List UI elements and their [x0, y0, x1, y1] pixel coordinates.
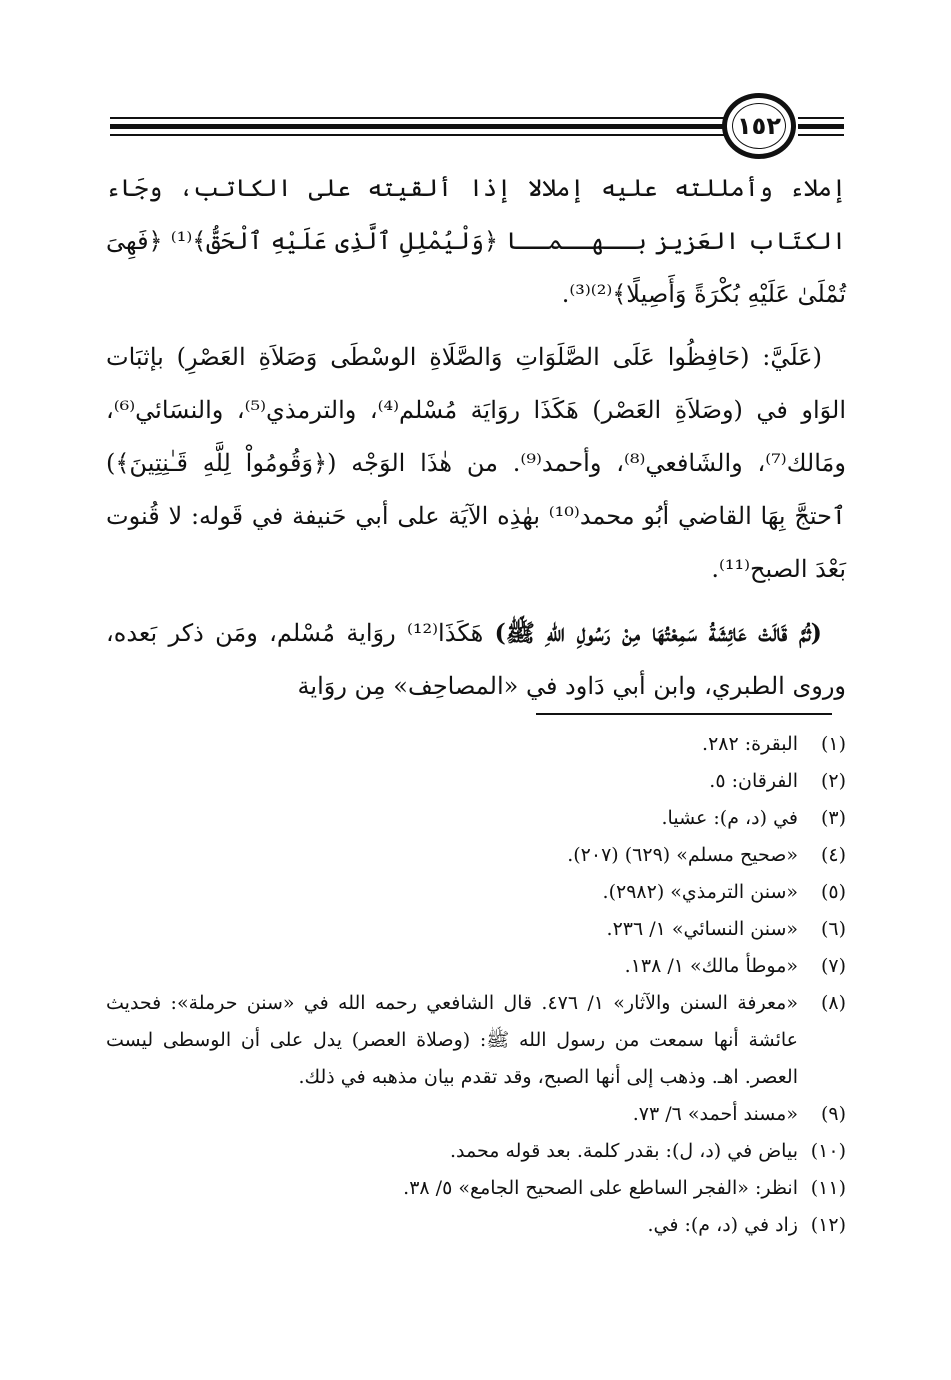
- paragraph-text: هَكَذَا⁽¹²⁾ روَاية مُسْلم، ومَن ذكر بَعده، وروى الطبري، وابن أبي دَاود في «المصاحِف» مِن روَاية: [106, 619, 846, 700]
- footnote-number: (٥): [820, 881, 846, 903]
- footnote: [106, 985, 846, 1096]
- footnote: [106, 911, 846, 948]
- footnote: [106, 1170, 846, 1207]
- footnote-text: «صحيح مسلم» (٦٢٩) (٢٠٧).: [567, 844, 798, 866]
- footnote: [106, 1207, 846, 1244]
- paragraph-lead-quote: (ثُمَّ قَالَتْ عَائِشَةُ سَمِعْتُهَا مِنْ رَسُولِ اللهِ ﷺ): [494, 618, 823, 647]
- footnote: [106, 837, 846, 874]
- footnote-text: «موطأ مالك» ١/ ١٣٨.: [624, 955, 798, 977]
- footnote: [106, 800, 846, 837]
- footnote-number: (٦): [820, 918, 846, 940]
- page-header: [110, 90, 844, 170]
- footnote-number: (١٢): [810, 1214, 846, 1236]
- footnote-number: (٩): [820, 1103, 846, 1125]
- footnote: [106, 874, 846, 911]
- header-rule-stub-top: [798, 117, 844, 119]
- paragraph-text: (عَلَيَّ: (حَافِظُوا عَلَى الصَّلَوَاتِ وَالصَّلَاةِ الوسْطَى وَصَلاَةِ العَصْرِ) بإثبَات الوَاو في (وصَلاَةِ العَصْر) هَكَذَا روَايَة مُسْلم⁽⁴⁾، والترمذي⁽⁵⁾، والنسَائي⁽⁶⁾، ومَالك⁽⁷⁾، والشَافعي⁽⁸⁾، وأحمد⁽⁹⁾. من هٰذَا الوَجْه (﴿وَقُومُواْ لِلَّهِ قَـٰنِتِينَ﴾) ٱحتجَّ بِهَا القاضي أبُو محمد⁽¹⁰⁾ بهٰذِه الآيَة على أبي حَنيفة في قَوله: لا قُنوت بَعْدَ الصبح⁽¹¹⁾.: [106, 343, 846, 583]
- header-rule-thin-bottom: [110, 134, 732, 136]
- footnote: [106, 1133, 846, 1170]
- paragraph-text: إملاء وأمللته عليه إملالا إذا ألقيته على الكاتب، وجَاء الكتَاب العَزيز بــهــمــا ﴿وَلْيُمْلِلِ ٱلَّذِى عَلَيْهِ ٱلْحَقُّ﴾⁽¹⁾ ﴿فَهِىَ تُمْلَىٰ عَلَيْهِ بُكْرَةً وَأَصِيلًا﴾⁽²⁾⁽³⁾.: [106, 174, 847, 308]
- footnote-text: الفرقان: ٥.: [709, 770, 798, 792]
- footnote-number: (٢): [820, 770, 846, 792]
- header-rule-thick: [110, 124, 732, 129]
- footnote-text: «سنن الترمذي» (٢٩٨٢).: [602, 881, 798, 903]
- footnote-separator: [536, 713, 832, 715]
- footnote-text: «مسند أحمد» ٦/ ٧٣.: [632, 1103, 798, 1125]
- paragraph: [106, 606, 846, 713]
- footnote-number: (٣): [820, 807, 846, 829]
- footnote-text: البقرة: ٢٨٢.: [702, 733, 798, 755]
- header-rule-stub-middle: [798, 124, 844, 129]
- footnote-number: (١٠): [810, 1140, 846, 1162]
- footnote: [106, 948, 846, 985]
- footnote: [106, 726, 846, 763]
- footnote-text: زاد في (د، م): في.: [647, 1214, 798, 1236]
- header-rule-thin-top: [110, 117, 732, 119]
- footnotes-list: [106, 726, 846, 1244]
- page-number: ١٥٢: [737, 112, 781, 140]
- paragraph: [106, 162, 846, 321]
- footnote-text: «معرفة السنن والآثار» ١/ ٤٧٦. قال الشافعي رحمه الله في «سنن حرملة»: فحديث عائشة أنها سمعت من رسول الله ﷺ: (وصلاة العصر) يدل على أن الوسطى ليست العصر. اهـ. وذهب إلى أنها الصبح، وقد تقدم بيان مذهبه في ذلك.: [106, 992, 798, 1088]
- footnote-text: بياض في (د، ل): بقدر كلمة. بعد قوله محمد.: [450, 1140, 798, 1162]
- footnote-number: (٨): [820, 992, 846, 1014]
- footnote-number: (١١): [810, 1177, 846, 1199]
- footnote-number: (١): [820, 733, 846, 755]
- footnote: [106, 763, 846, 800]
- page-number-badge: [722, 93, 796, 159]
- footnote-text: في (د، م): عشيا.: [661, 807, 798, 829]
- footnote: [106, 1096, 846, 1133]
- footnote-text: «سنن النسائي» ١/ ٢٣٦.: [606, 918, 798, 940]
- footnote-number: (٤): [820, 844, 846, 866]
- main-text: [106, 162, 846, 723]
- footnote-number: (٧): [820, 955, 846, 977]
- header-rule-stub-bottom: [798, 134, 844, 136]
- paragraph: [106, 331, 846, 596]
- footnote-text: انظر: «الفجر الساطع على الصحيح الجامع» ٥/ ٣٨.: [403, 1177, 798, 1199]
